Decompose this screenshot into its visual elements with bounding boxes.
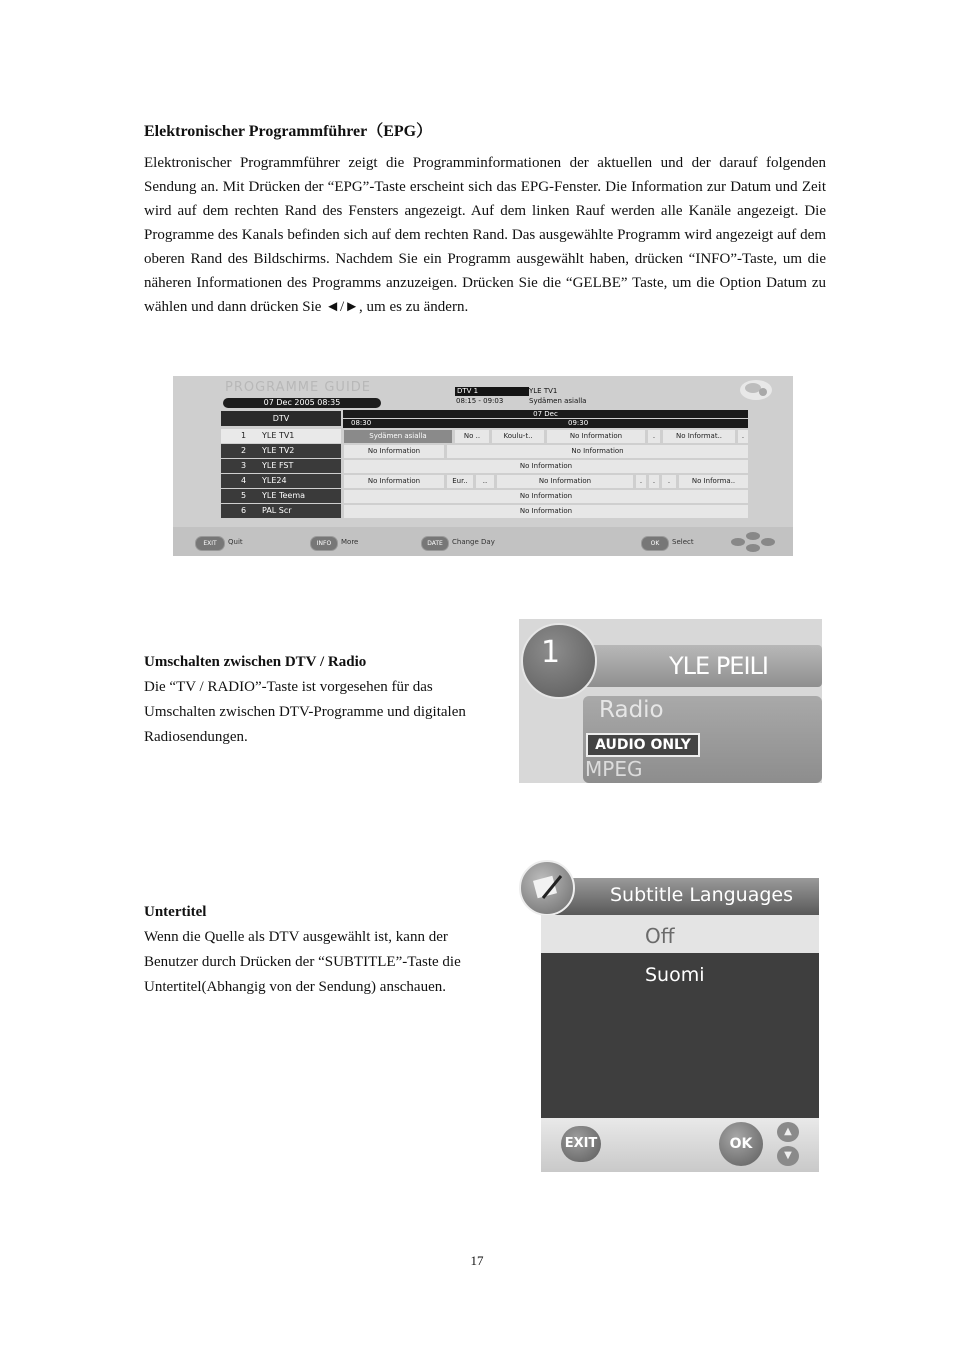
channel-number: 6 bbox=[241, 506, 247, 515]
epg-program-cell[interactable]: No Information bbox=[547, 430, 645, 443]
channel-number: 1 bbox=[541, 635, 561, 670]
epg-footer bbox=[173, 527, 793, 556]
epg-list-header: DTV bbox=[221, 411, 341, 426]
epg-program-cell[interactable]: No Informat.. bbox=[663, 430, 735, 443]
subtitle-section bbox=[144, 900, 504, 1000]
epg-channel-row-1[interactable] bbox=[221, 429, 341, 443]
epg-channel-row-6[interactable] bbox=[221, 504, 341, 518]
epg-program-cell[interactable]: No Information bbox=[447, 445, 748, 458]
epg-program-cell[interactable]: No .. bbox=[455, 430, 489, 443]
epg-program-cell[interactable]: Koulu-t.. bbox=[492, 430, 544, 443]
epg-current-program: Sydämen asialla bbox=[529, 397, 587, 405]
channel-number: 1 bbox=[241, 431, 247, 440]
radio-section-title: Umschalten zwischen DTV / Radio bbox=[144, 654, 367, 670]
radio-screenshot bbox=[519, 619, 822, 783]
epg-program-cell[interactable]: .. bbox=[476, 475, 494, 488]
epg-channel-box: DTV 1 bbox=[455, 387, 529, 396]
up-arrow-icon[interactable]: ▲ bbox=[777, 1122, 799, 1142]
epg-program-cell[interactable]: No Information bbox=[497, 475, 633, 488]
section-title: Elektronischer Programmführer（EPG） bbox=[144, 123, 433, 140]
date-label: Change Day bbox=[452, 538, 495, 546]
epg-logo-icon bbox=[739, 379, 773, 401]
subtitle-section-text: Wenn die Quelle als DTV ausgewählt ist, kann der Benutzer durch Drücken der “SUBTITLE”-Taste die Untertitel(Abhangig von der Sendung) anschauen. bbox=[144, 929, 461, 995]
channel-name: YLE Teema bbox=[262, 491, 306, 500]
exit-label: Quit bbox=[228, 538, 243, 546]
epg-time-mark: 08:30 bbox=[351, 419, 372, 427]
ok-button[interactable]: OK bbox=[719, 1122, 763, 1166]
info-button[interactable]: INFO bbox=[310, 536, 338, 551]
exit-button[interactable]: EXIT bbox=[195, 536, 225, 551]
radio-section bbox=[144, 650, 504, 750]
mode-label: Radio bbox=[599, 697, 664, 723]
epg-program-cell[interactable]: No Information bbox=[344, 505, 748, 518]
subtitle-screenshot bbox=[519, 860, 819, 1172]
subtitle-option-off-row[interactable] bbox=[541, 915, 819, 953]
subtitle-option-off[interactable]: Off bbox=[645, 924, 675, 948]
ok-button[interactable]: OK bbox=[641, 536, 669, 551]
subtitle-header-title: Subtitle Languages bbox=[610, 884, 794, 906]
channel-number: 5 bbox=[241, 491, 247, 500]
epg-program-cell[interactable]: No Information bbox=[344, 460, 748, 473]
page-number: 17 bbox=[470, 1253, 484, 1268]
radio-section-text: Die “TV / RADIO”-Taste ist vorgesehen für das Umschalten zwischen DTV-Programme und digitalen Radiosendungen. bbox=[144, 679, 466, 745]
epg-time-range: 08:15 - 09:03 bbox=[456, 397, 504, 405]
epg-program-cell[interactable]: . bbox=[662, 475, 676, 488]
exit-button[interactable]: EXIT bbox=[561, 1126, 601, 1162]
channel-number: 4 bbox=[241, 476, 247, 485]
epg-screenshot bbox=[173, 376, 793, 556]
subtitle-option-suomi[interactable]: Suomi bbox=[645, 964, 705, 986]
epg-program-cell[interactable]: Sydämen asialla bbox=[344, 430, 452, 443]
channel-name: PAL Scr bbox=[262, 506, 292, 515]
epg-ghost-title: PROGRAMME GUIDE bbox=[225, 380, 372, 395]
ok-label: Select bbox=[672, 538, 694, 546]
epg-channel-row-3[interactable] bbox=[221, 459, 341, 473]
epg-program-cell[interactable]: Eur.. bbox=[447, 475, 473, 488]
epg-channel-name: YLE TV1 bbox=[529, 387, 558, 395]
epg-program-cell[interactable]: . bbox=[636, 475, 646, 488]
subtitle-icon bbox=[519, 860, 575, 916]
epg-program-cell[interactable]: . bbox=[649, 475, 659, 488]
channel-name: YLE24 bbox=[262, 476, 287, 485]
epg-program-cell[interactable]: No Information bbox=[344, 490, 748, 503]
epg-program-cell[interactable]: . bbox=[648, 430, 660, 443]
epg-date-header: 07 Dec bbox=[343, 410, 748, 418]
section-body: Elektronischer Programmführer zeigt die Programminformationen der aktuellen und der darauf folgenden Sendung an. Mit Drücken der “EPG”-Taste erscheint sich das EPG-Fenster. Die Information zur Datum und Zeit wird auf dem rechten Rand des Fensters angezeigt. Auf dem linken Rauf werden alle Kanäle angezeigt. Die Programme des Kanals befinden sich auf dem rechten Rand. Das ausgewählte Programm wird angezeigt auf dem oberen Rand des Bildschirms. Nachdem Sie ein Programm ausgewählt haben, drücken “INFO”-Taste, um die näheren Informationen des Programms anzuzeigen. Drücken Sie die “GELBE” Taste, um die Option Datum zu wählen und dann drücken Sie ◄/►, um es zu ändern. bbox=[144, 155, 826, 315]
epg-time-mark: 09:30 bbox=[568, 419, 589, 427]
channel-name: YLE TV2 bbox=[262, 446, 295, 455]
info-label: More bbox=[341, 538, 359, 546]
channel-name: YLE FST bbox=[262, 461, 294, 470]
audio-only-badge: AUDIO ONLY bbox=[586, 733, 700, 757]
epg-channel-row-2[interactable] bbox=[221, 444, 341, 458]
epg-channel-row-4[interactable] bbox=[221, 474, 341, 488]
channel-name: YLE PEILI bbox=[669, 652, 768, 680]
epg-channel-row-5[interactable] bbox=[221, 489, 341, 503]
down-arrow-icon[interactable]: ▼ bbox=[777, 1146, 799, 1166]
epg-program-cell[interactable]: No Information bbox=[344, 475, 444, 488]
channel-number: 2 bbox=[241, 446, 247, 455]
epg-program-cell[interactable]: No Information bbox=[344, 445, 444, 458]
subtitle-section-title: Untertitel bbox=[144, 904, 207, 920]
epg-time-header bbox=[343, 419, 748, 428]
codec-label: MPEG bbox=[585, 757, 643, 781]
pen-paper-icon bbox=[521, 862, 573, 914]
epg-datetime: 07 Dec 2005 08:35 bbox=[223, 398, 381, 408]
navigation-pad-icon bbox=[729, 531, 777, 553]
date-button[interactable]: DATE bbox=[421, 536, 449, 551]
channel-name: YLE TV1 bbox=[262, 431, 295, 440]
epg-program-cell[interactable]: . bbox=[738, 430, 748, 443]
channel-number: 3 bbox=[241, 461, 247, 470]
epg-program-cell[interactable]: No Informa.. bbox=[679, 475, 748, 488]
